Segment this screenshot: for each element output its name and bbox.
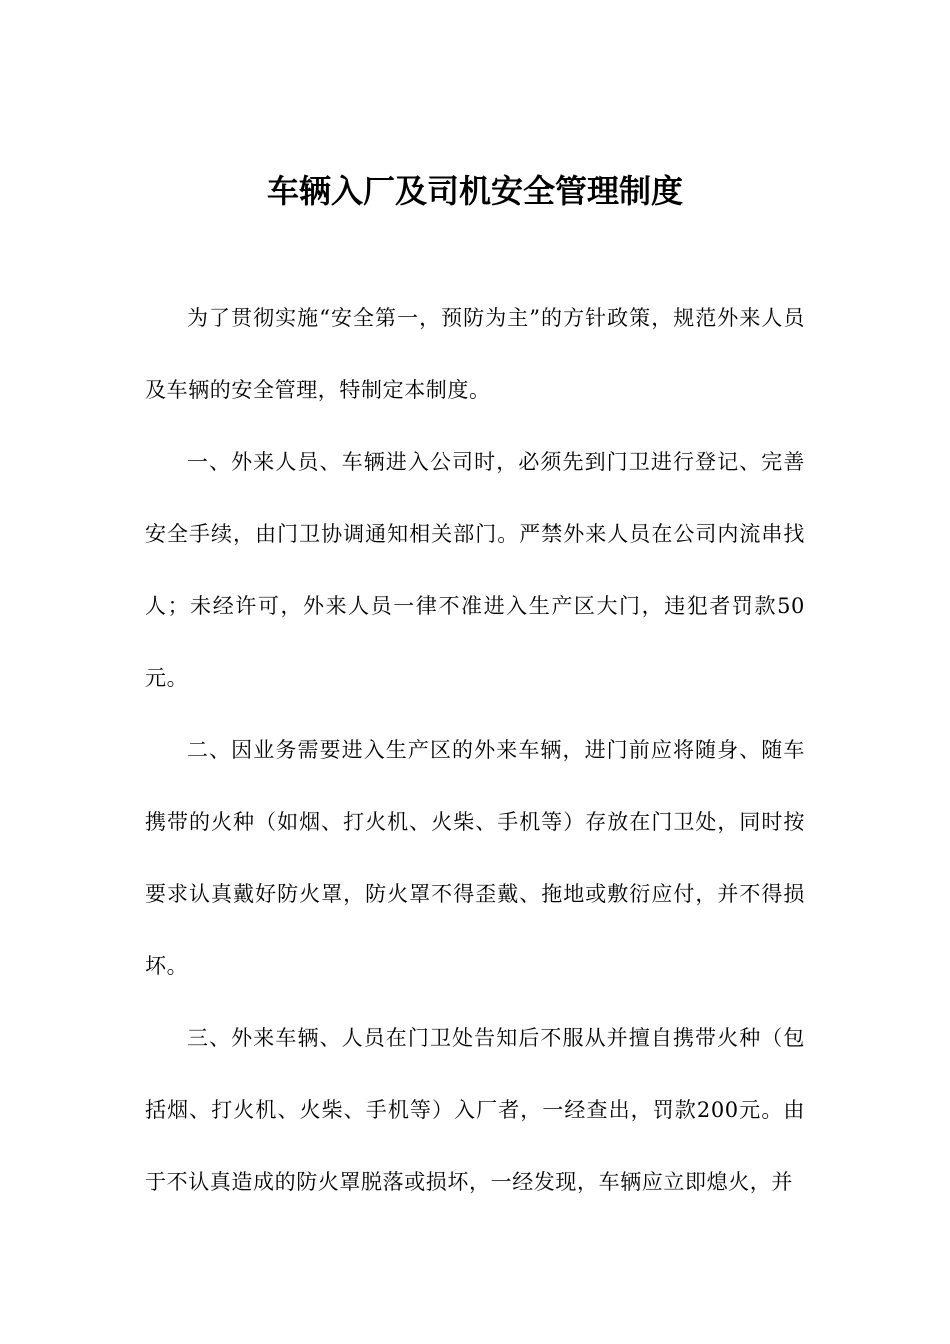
paragraph-rule-2: 二、因业务需要进入生产区的外来车辆，进门前应将随身、随车携带的火种（如烟、打火机、火柴、手机等）存放在门卫处，同时按要求认真戴好防火罩，防火罩不得歪戴、拖地或敷衍应付，并不得损坏。 bbox=[145, 738, 805, 978]
document-body bbox=[145, 282, 805, 1218]
document-title: 车辆入厂及司机安全管理制度 bbox=[266, 172, 683, 210]
paragraph-rule-1: 一、外来人员、车辆进入公司时，必须先到门卫进行登记、完善安全手续，由门卫协调通知相关部门。严禁外来人员在公司内流串找人；未经许可，外来人员一律不准进入生产区大门，违犯者罚款50元。 bbox=[145, 450, 805, 690]
paragraph-intro: 为了贯彻实施“安全第一，预防为主”的方针政策，规范外来人员及车辆的安全管理，特制定本制度。 bbox=[145, 306, 805, 402]
paragraph-rule-3: 三、外来车辆、人员在门卫处告知后不服从并擅自携带火种（包括烟、打火机、火柴、手机等）入厂者，一经查出，罚款200元。由于不认真造成的防火罩脱落或损坏，一经发现，车辆应立即熄火，并 bbox=[145, 1026, 805, 1194]
